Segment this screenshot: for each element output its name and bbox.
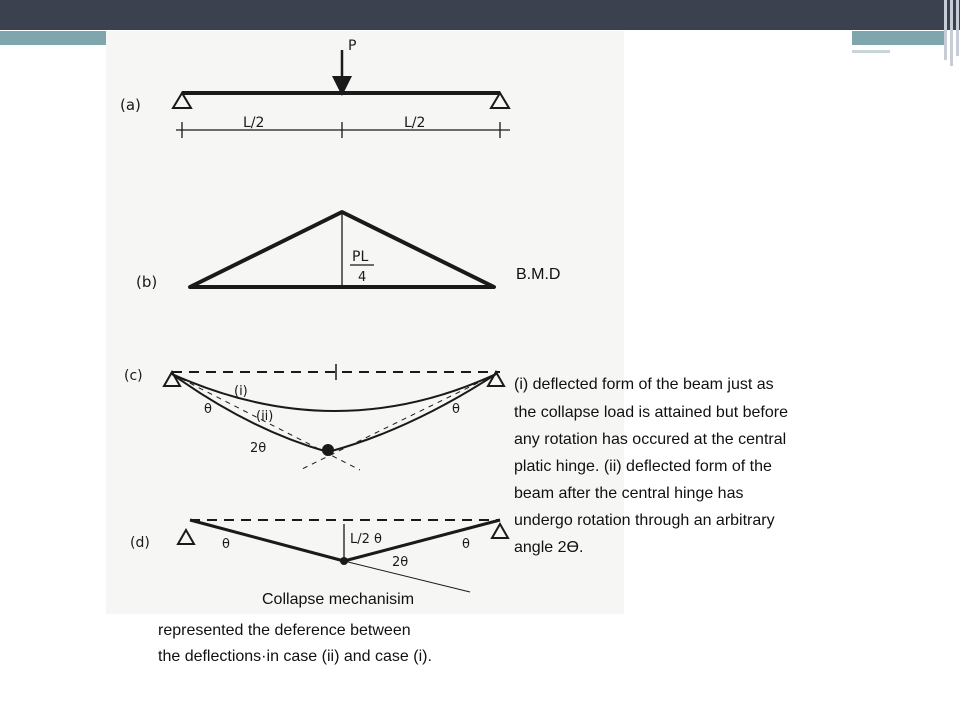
panel-b-bmd bbox=[136, 212, 560, 291]
d-right-support bbox=[492, 524, 508, 538]
two-theta-label: 2θ bbox=[250, 441, 267, 456]
span-right-label: L/2 bbox=[404, 115, 426, 131]
theta-right-label: θ bbox=[452, 402, 460, 417]
bmd-value-denominator: 4 bbox=[358, 270, 367, 285]
curve-ii bbox=[172, 374, 496, 452]
explanation-line-4: platic hinge. (ii) deflected form of the bbox=[514, 458, 772, 475]
note-line-2: the deflections·in case (ii) and case (i). bbox=[158, 648, 432, 665]
panel-b-label: (b) bbox=[136, 273, 158, 291]
explanation-line-7: angle 2Ɵ. bbox=[514, 539, 584, 556]
d-left-segment bbox=[190, 520, 344, 561]
explanation-line-2: the collapse load is attained but before bbox=[514, 404, 788, 421]
d-hinge bbox=[340, 557, 348, 565]
explanation-line-6: undergo rotation through an arbitrary bbox=[514, 512, 775, 529]
span-left-label: L/2 bbox=[243, 115, 265, 131]
panel-d-mechanism bbox=[130, 520, 508, 592]
mechanism-title: Collapse mechanisim bbox=[262, 591, 415, 608]
deflection-label: L/2 θ bbox=[350, 532, 382, 547]
panel-c-label: (c) bbox=[124, 368, 143, 384]
panel-d-label: (d) bbox=[130, 535, 150, 551]
note-line-1: represented the deference between bbox=[158, 622, 411, 639]
panel-a-label: (a) bbox=[120, 96, 141, 114]
theta-left-label: θ bbox=[204, 402, 212, 417]
explanation-line-1: (i) deflected form of the beam just as bbox=[514, 376, 774, 393]
bmd-caption: B.M.D bbox=[516, 266, 561, 283]
central-plastic-hinge bbox=[322, 444, 334, 456]
panel-c-deflection bbox=[124, 364, 504, 470]
curve-ii-label: (ii) bbox=[256, 409, 274, 424]
explanation-text bbox=[514, 376, 788, 556]
panel-a-beam bbox=[120, 38, 510, 138]
explanation-line-5: beam after the central hinge has bbox=[514, 485, 744, 502]
d-theta-right-label: θ bbox=[462, 537, 470, 552]
left-support bbox=[173, 93, 191, 108]
curve-i-label: (i) bbox=[234, 384, 248, 399]
d-left-support bbox=[178, 530, 194, 544]
explanation-line-3: any rotation has occured at the central bbox=[514, 431, 787, 448]
d-two-theta-label: 2θ bbox=[392, 555, 409, 570]
d-theta-left-label: θ bbox=[222, 537, 230, 552]
right-support bbox=[491, 93, 509, 108]
bmd-value-numerator: PL bbox=[352, 249, 369, 265]
load-label: P bbox=[348, 38, 357, 54]
